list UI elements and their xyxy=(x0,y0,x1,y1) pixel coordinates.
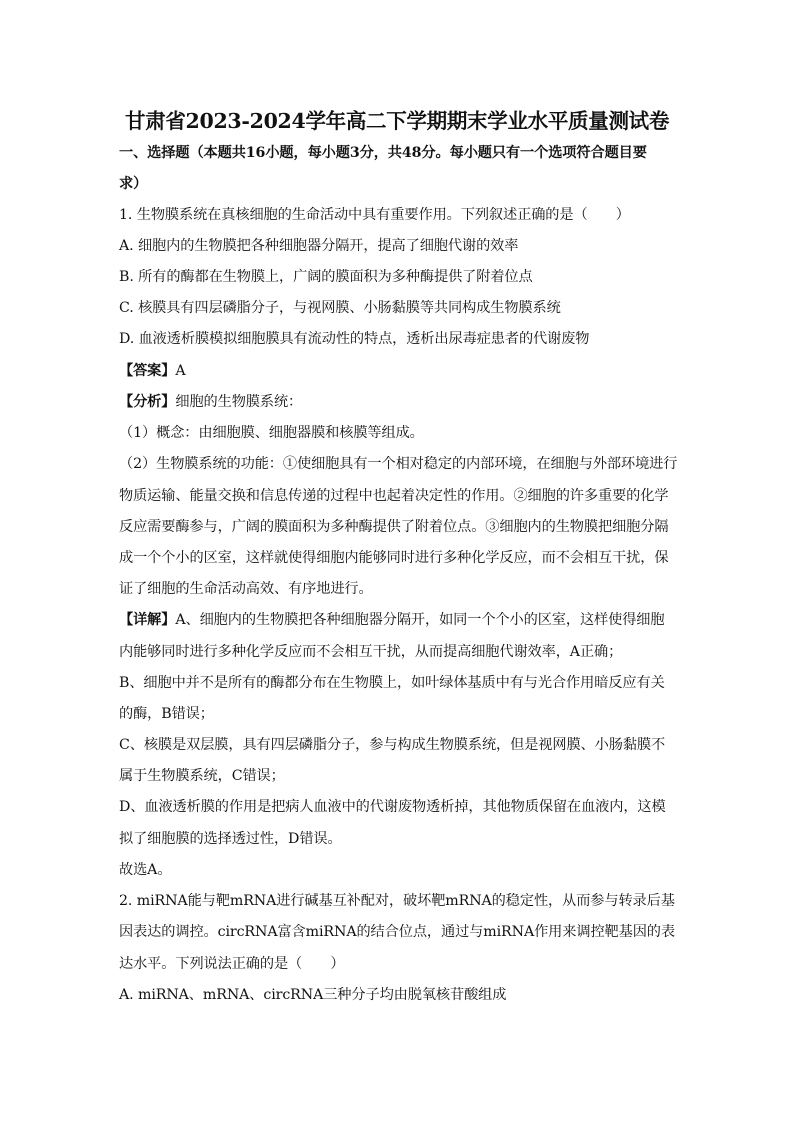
question-2-stem-cont: 达水平。下列说法正确的是（ ） xyxy=(119,956,345,972)
detail-line: D、血液透析膜的作用是把病人血液中的代谢废物透析掉，其他物质保留在血液内，这模 xyxy=(119,799,666,815)
analysis-tag: 【分析】 xyxy=(119,394,176,410)
detail-line: 内能够同时进行多种化学反应而不会相互干扰，从而提高细胞代谢效率，A正确； xyxy=(119,644,623,660)
analysis-heading-line xyxy=(119,392,302,412)
answer-value: A xyxy=(175,363,186,379)
detail-line: C、核膜是双层膜，具有四层磷脂分子，参与构成生物膜系统，但是视网膜、小肠黏膜不 xyxy=(119,737,666,753)
detail-heading-line xyxy=(119,610,664,630)
analysis-intro: 细胞的生物膜系统： xyxy=(175,394,303,410)
question-2-stem: 2. miRNA能与靶mRNA进行碱基互补配对，破坏靶mRNA的稳定性，从而参与转录后基 xyxy=(119,893,675,909)
page-title: 甘肃省2023-2024学年高二下学期期末学业水平质量测试卷 xyxy=(124,109,670,133)
question-1-option-b: B. 所有的酶都在生物膜上，广阔的膜面积为多种酶提供了附着位点 xyxy=(119,269,533,285)
question-2-stem-cont: 因表达的调控。circRNA富含miRNA的结合位点，通过与miRNA作用来调控靶基因的表 xyxy=(119,924,675,940)
detail-conclusion: 故选A。 xyxy=(119,862,172,878)
analysis-line: 物质运输、能量交换和信息传递的过程中也起着决定性的作用。②细胞的许多重要的化学 xyxy=(119,488,669,504)
question-1-option-d: D. 血液透析膜模拟细胞膜具有流动性的特点，透析出尿毒症患者的代谢废物 xyxy=(119,331,590,347)
answer-tag: 【答案】 xyxy=(119,363,176,379)
analysis-line: （1）概念：由细胞膜、细胞器膜和核膜等组成。 xyxy=(119,425,424,441)
analysis-line: （2）生物膜系统的功能：①使细胞具有一个相对稳定的内部环境，在细胞与外部环境进行 xyxy=(119,456,678,472)
section-heading: 一、选择题（本题共16小题，每小题3分，共48分。每小题只有一个选项符合题目要 xyxy=(119,145,647,161)
analysis-line: 证了细胞的生命活动高效、有序地进行。 xyxy=(119,581,373,597)
question-1-option-a: A. 细胞内的生物膜把各种细胞器分隔开，提高了细胞代谢的效率 xyxy=(119,238,519,254)
analysis-line: 成一个个小的区室，这样就使得细胞内能够同时进行多种化学反应，而不会相互干扰，保 xyxy=(119,550,669,566)
detail-line: 属于生物膜系统，C错误； xyxy=(119,768,285,784)
section-heading-cont: 求） xyxy=(119,176,148,192)
answer-line xyxy=(119,361,186,381)
analysis-line: 反应需要酶参与，广阔的膜面积为多种酶提供了附着位点。③细胞内的生物膜把细胞分隔 xyxy=(119,519,669,535)
detail-line: B、细胞中并不是所有的酶都分布在生物膜上，如叶绿体基质中有与光合作用暗反应有关 xyxy=(119,675,665,691)
question-2-option-a: A. miRNA、mRNA、circRNA三种分子均由脱氧核苷酸组成 xyxy=(119,987,507,1003)
detail-tag: 【详解】 xyxy=(119,612,176,628)
detail-line: 的酶，B错误； xyxy=(119,706,214,722)
detail-line: 拟了细胞膜的选择透过性，D错误。 xyxy=(119,831,342,847)
question-1-option-c: C. 核膜具有四层磷脂分子，与视网膜、小肠黏膜等共同构成生物膜系统 xyxy=(119,300,561,316)
question-1-stem: 1. 生物膜系统在真核细胞的生命活动中具有重要作用。下列叙述正确的是（ ） xyxy=(119,207,630,223)
detail-first: A、细胞内的生物膜把各种细胞器分隔开，如同一个个小的区室，这样使得细胞 xyxy=(175,612,665,628)
